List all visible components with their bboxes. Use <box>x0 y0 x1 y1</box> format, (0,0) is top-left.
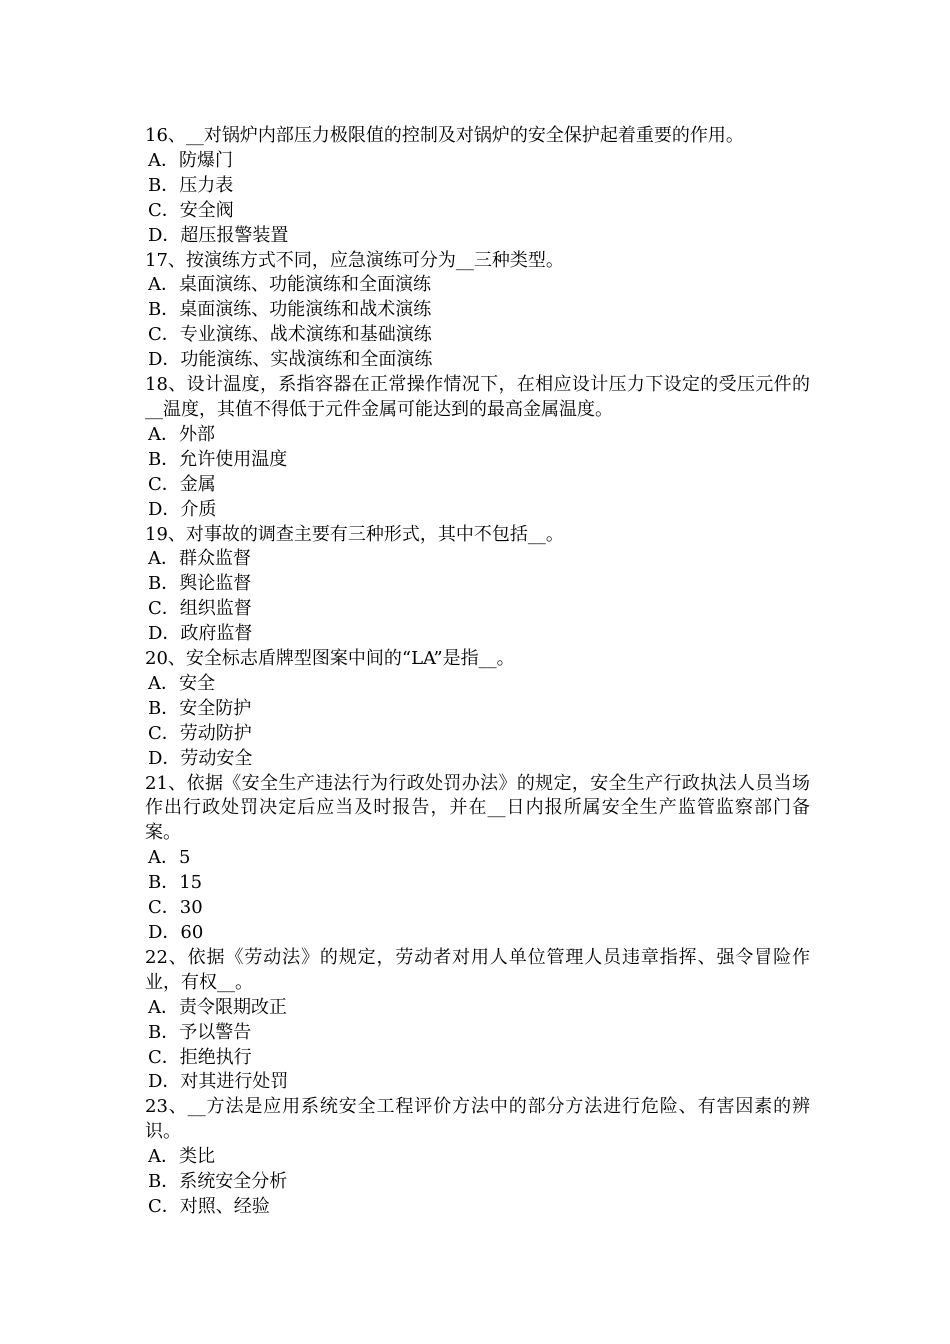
option-c: C．拒绝执行 <box>148 1046 252 1068</box>
option-b: B．15 <box>148 872 203 894</box>
option-a: A．安全 <box>148 672 215 694</box>
question-20 <box>145 647 810 772</box>
option-d: D．劳动安全 <box>148 747 253 769</box>
option-b: B．安全防护 <box>148 697 252 719</box>
option-a: A．外部 <box>148 423 215 445</box>
question-stem: 21、依据《安全生产违法行为行政处罚办法》的规定，安全生产行政执法人员当场作出行政处罚决定后应当及时报告，并在__日内报所属安全生产监管监察部门备案。 <box>145 772 810 844</box>
option-d: D．超压报警装置 <box>148 224 289 246</box>
option-d: D．功能演练、实战演练和全面演练 <box>148 349 433 371</box>
option-d: D．介质 <box>148 498 217 520</box>
option-c: C．30 <box>148 897 203 919</box>
option-b: B．舆论监督 <box>148 573 252 595</box>
question-stem: 20、安全标志盾牌型图案中间的“LA”是指__。 <box>145 648 515 670</box>
option-c: C．金属 <box>148 473 216 495</box>
option-d: D．60 <box>148 922 204 943</box>
question-stem: 18、设计温度，系指容器在正常操作情况下，在相应设计压力下设定的受压元件的__温度，其值不得低于元件金属可能达到的最高金属温度。 <box>145 374 810 420</box>
option-a: A．责令限期改正 <box>148 996 287 1018</box>
question-19 <box>145 523 810 648</box>
option-a: A．类比 <box>148 1146 215 1168</box>
question-stem: 17、按演练方式不同，应急演练可分为__三种类型。 <box>145 249 564 271</box>
question-21 <box>145 772 810 946</box>
option-c: C．专业演练、战术演练和基础演练 <box>148 324 432 346</box>
option-c: C．组织监督 <box>148 598 252 620</box>
option-b: B．系统安全分析 <box>148 1171 288 1193</box>
question-stem: 16、__对锅炉内部压力极限值的控制及对锅炉的安全保护起着重要的作用。 <box>145 125 744 146</box>
option-a: A．桌面演练、功能演练和全面演练 <box>148 274 431 296</box>
option-b: B．予以警告 <box>148 1021 252 1043</box>
option-c: C．劳动防护 <box>148 722 252 744</box>
option-a: A．防爆门 <box>148 149 233 171</box>
option-b: B．桌面演练、功能演练和战术演练 <box>148 299 432 321</box>
question-23 <box>145 1095 810 1220</box>
question-16 <box>145 124 810 249</box>
question-22 <box>145 946 810 1095</box>
option-d: D．政府监督 <box>148 623 253 645</box>
option-a: A．5 <box>148 847 191 869</box>
question-17 <box>145 249 810 374</box>
question-stem: 22、依据《劳动法》的规定，劳动者对用人单位管理人员违章指挥、强令冒险作业，有权__。 <box>145 946 810 993</box>
question-stem: 23、__方法是应用系统安全工程评价方法中的部分方法进行危险、有害因素的辨识。 <box>145 1096 810 1143</box>
option-b: B．允许使用温度 <box>148 448 288 470</box>
option-a: A．群众监督 <box>148 548 251 570</box>
option-d: D．对其进行处罚 <box>148 1071 289 1093</box>
option-c: C．安全阀 <box>148 199 234 221</box>
question-list <box>145 124 810 1220</box>
option-c: C．对照、经验 <box>148 1195 270 1217</box>
question-stem: 19、对事故的调查主要有三种形式，其中不包括__。 <box>145 523 564 545</box>
question-18 <box>145 373 810 522</box>
option-b: B．压力表 <box>148 174 234 196</box>
